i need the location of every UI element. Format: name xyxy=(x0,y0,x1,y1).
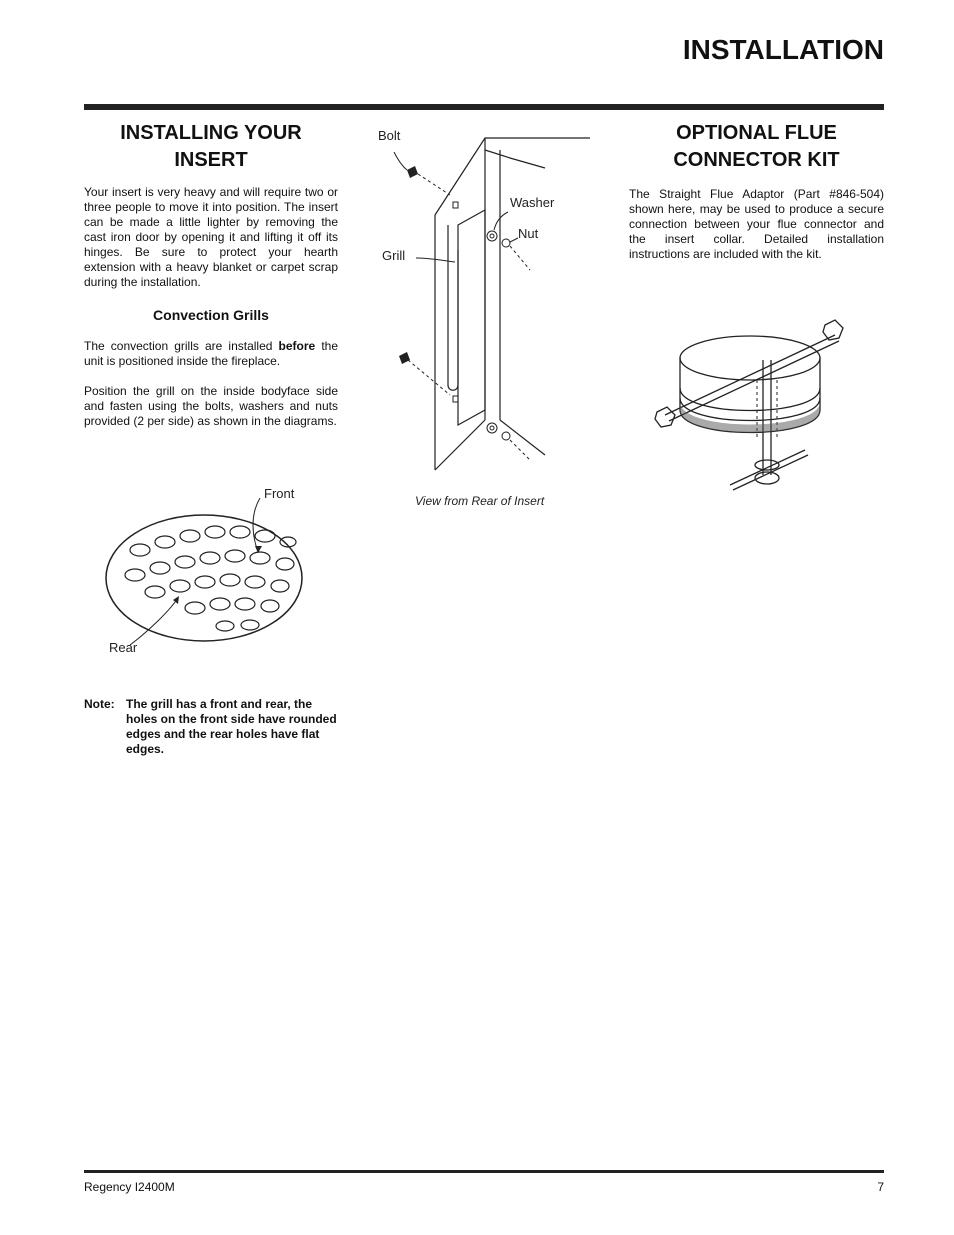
washer-label: Washer xyxy=(510,195,555,210)
flue-heading-line-1: OPTIONAL FLUE xyxy=(676,122,837,144)
nut-label: Nut xyxy=(518,226,539,241)
bolt-label: Bolt xyxy=(378,128,401,143)
grill-label: Grill xyxy=(382,248,406,263)
grills-para-1-text xyxy=(84,339,338,369)
bottom-divider xyxy=(84,1170,884,1173)
intro-text: Your insert is very heavy and will require two or three people to move it into position. The insert can be made a little lighter by removing the cast iron door by opening it and lifting it off its hinges. Be sure to protect your hearth extension with a heavy blanket or carpet scrap during the installation. xyxy=(84,185,338,289)
flue-adaptor-illustration xyxy=(645,310,855,495)
installing-insert-heading xyxy=(84,120,338,174)
diagram-caption: View from Rear of Insert xyxy=(415,494,545,508)
note-text: The grill has a front and rear, the holes on the front side have rounded edges and the rear holes have flat edges. xyxy=(126,697,337,756)
flue-kit-text: The Straight Flue Adaptor (Part #846-504) shown here, may be used to produce a secure connection between your flue connector and the insert collar. Detailed installation instructions are included with the kit. xyxy=(629,187,884,261)
grills-paragraph-2 xyxy=(84,384,338,429)
para1-bold: before xyxy=(278,339,316,353)
flue-kit-heading xyxy=(629,120,884,174)
heading-line-1: INSTALLING YOUR xyxy=(120,122,302,144)
grill-detail-diagram xyxy=(100,480,310,660)
grill-rear-label: Rear xyxy=(109,640,138,655)
para1-before: The convection grills are installed xyxy=(84,339,279,353)
grills-paragraph-1 xyxy=(84,339,338,369)
page-number: 7 xyxy=(877,1180,884,1194)
heading-line-2: INSERT xyxy=(174,149,248,171)
flue-heading-line-2: CONNECTOR KIT xyxy=(673,149,840,171)
top-divider xyxy=(84,104,884,110)
note-label: Note: xyxy=(84,697,115,711)
para1-after: the unit is positioned inside the fireplace. xyxy=(84,339,339,368)
grill-front-label: Front xyxy=(264,486,295,501)
footer-model: Regency I2400M xyxy=(84,1180,175,1194)
convection-grills-subheading: Convection Grills xyxy=(153,307,269,323)
grills-para-2-text: Position the grill on the inside bodyface side and fasten using the bolts, washers and nuts provided (2 per side) as shown in the diagrams. xyxy=(84,384,338,428)
rear-insert-diagram xyxy=(380,130,600,490)
intro-paragraph xyxy=(84,185,338,290)
page-title: INSTALLATION xyxy=(682,34,884,65)
flue-kit-paragraph xyxy=(629,187,884,262)
